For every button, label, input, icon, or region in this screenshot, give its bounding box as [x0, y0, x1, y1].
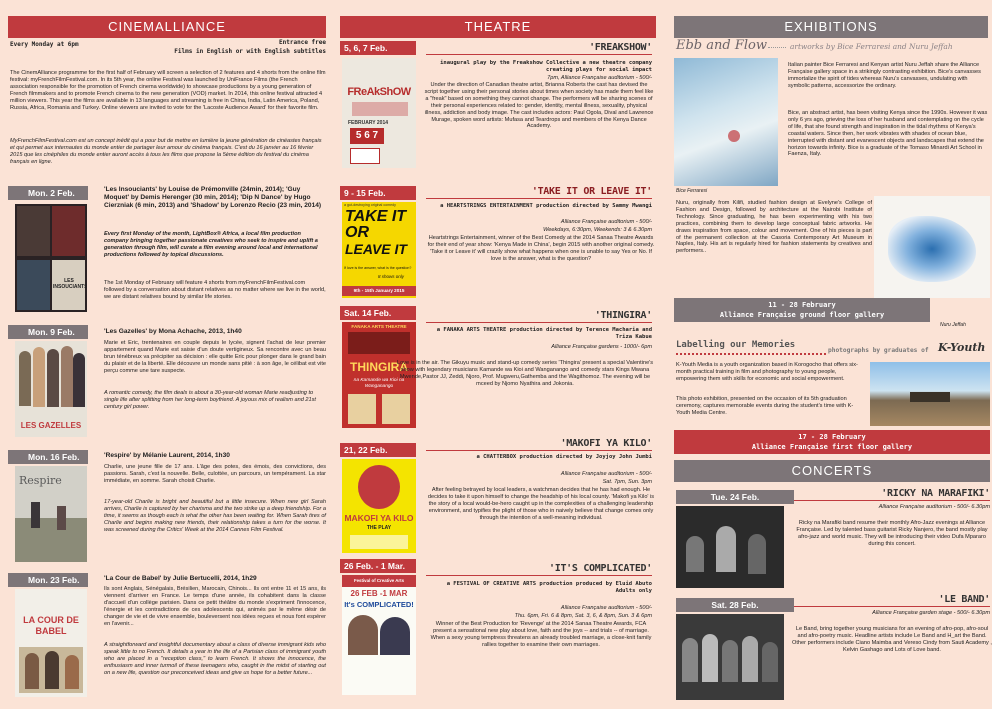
poster-insouciants-text: LES INSOUCIANTS	[53, 278, 87, 290]
poster-take-title1: TAKE IT	[345, 208, 407, 225]
poster-cour-de-babel	[15, 589, 87, 697]
nuru-credit: Nuru Jeffah	[940, 322, 966, 328]
cinema-intro-fr: MyFrenchFilmFestival.com est un concept inédit qui a pour but de mettre en lumière la jeune génération de cinéastes français et qui permet aux internautes du monde entier de partager leur amour du cinéma français. C'est du 16 janvier au 16 février 2015 que les cinéphiles du monde entier auront accès à tous les films que propose la 5ème édition du festival du cinéma français en ligne.	[10, 138, 322, 165]
poster-gazelles-text: LES GAZELLES	[20, 421, 82, 430]
nuru-artwork	[874, 196, 990, 298]
poster-take-dates: 9th - 15th January 2015	[342, 286, 416, 296]
theatre-date-4: 21, 22 Feb.	[340, 443, 416, 457]
theatre-desc-1: Under the direction of Canadian theatre artist, Brianna Roberts the cast has devised the script together using their personal stories about times when society has made them feel like a "freak" based on something they cannot change. The performers will be sharing scenes of their personal experiences related to: gender, identity, mental illness, sexuality, physical illness, addiction and body image. The cast includes actors: Paul Ogola, Dival and Lawrence Murage, spoken word artists: Mufasa and Teardrops and members of the Kenya Dance Academy.	[424, 82, 654, 130]
theatre-venue-5: Alliance Française auditorium - 500/-	[560, 605, 652, 611]
poster-respire	[15, 466, 87, 562]
concert-venue-1: Alliance Française auditorium - 500/- 6.30pm	[878, 504, 990, 510]
cinema-p1-4: Ils sont Anglais, Sénégalais, Brésilien, Marocain, Chinois... Ils ont entre 11 et 15 ans, ils viennent d'arriver en France. Le temps d'une année, ils cohabitent dans la classe d'accueil d'un collège parisien. Dans ce petit théâtre du monde s'expriment l'innocence, l'énergie et les contradictions de ces adolescents qui, animés par le même désir de changer de vie et de vivre ensemble, bouleversent nos idées reçues et nous font espérer en l'avenir...	[104, 586, 326, 627]
concert-date-2: Sat. 28 Feb.	[676, 598, 794, 612]
poster-take-title2: OR	[345, 224, 369, 241]
concert-desc-1: Ricky na Marafiki band resume their monthly Afro-Jazz evenings at Alliance Française. Led by talented bass guitarist Ricky Nanjero, the band mostly play afro-jazz and world music. They will be introducing their video Dufa Mpararo during this concert.	[796, 520, 988, 547]
bice-credit: Bice Ferraresi	[676, 188, 708, 194]
poster-take-shows: 8 shows only	[378, 274, 405, 279]
exhibitions-column	[664, 0, 992, 709]
theatre-date-2: 9 - 15 Feb.	[340, 186, 416, 200]
bice-painting	[674, 58, 778, 186]
memories-by: photographs by graduates of	[828, 347, 929, 354]
cinema-schedule: Every Monday at 6pm	[10, 41, 79, 48]
poster-complicated-title: It's COMPLICATED!	[344, 600, 414, 609]
concert-title-1: 'RICKY NA MARAFIKI'	[881, 488, 990, 499]
ebb-artists: artworks by Bice Ferraresi and Nuru Jeffah	[790, 42, 953, 51]
ebb-dates	[674, 298, 930, 322]
cinema-p2-1: The 1st Monday of February will feature 4 shorts from myFrenchFilmFestival.com followed by a conversation about distant relatives as no matter where we live in the world, we are distant relatives bound by similar life stories.	[104, 280, 326, 300]
cinema-p2-4: A straightforward and insightful documentary about a class of diverse immigrant kids who speak little to no French. It details a year in the life of a Parisian class of immigrant youth who are placed in a "reception class," to learn French. It shows the innocence, the enthusiasm and inner turmoil of these teenagers who, caught in the midst of starting out on a new life, question our preconceived ideas and give us hope for a better future...	[104, 642, 326, 676]
theatre-date-1: 5, 6, 7 Feb.	[340, 41, 416, 55]
theatre-date-5: 26 Feb. - 1 Mar.	[340, 559, 416, 573]
cinema-p1-3: Charlie, une jeune fille de 17 ans. L'âge des potes, des émois, des convictions, des passions. Sarah, c'est la nouvelle. Belle, culottée, un parcours, un tempérament. La star immédiate, en somme. Sarah choisit Charlie.	[104, 464, 326, 484]
cinema-intro-en: The CinemAlliance programme for the first half of February will screen a selection of 2 features and 4 shorts from the online film festival: myFrenchFilmFestival.com. In its 5th year, the online Festival was launched by UniFrance Films (the French association responsible for the promotion of French cinema worldwide) to showcase productions by a young generation of French filmmakers and to promote French cinema to the new generation (VOD) market. In 2014, this online festival attracted 4 million viewers. This year the films are available in 13 languages and streaming is free in China, India, Latin America, Poland, Russia, Africa, Romania and Turkey. Online viewers are invited to vote for the 'Lacoste Audience Award' for their favorite film.	[10, 70, 326, 111]
poster-take-it	[342, 202, 416, 298]
memories-title: Labelling our Memories	[676, 340, 796, 350]
poster-gazelles	[15, 341, 87, 437]
cinema-column	[0, 0, 334, 709]
theatre-venue-4: Alliance Française auditorium - 500/-	[560, 471, 652, 477]
poster-respire-text: Respire	[19, 474, 62, 487]
memories-dates	[674, 430, 990, 454]
concert-venue-2: Alliance Française garden stage - 500/- 6.30pm	[872, 610, 990, 616]
cinema-title-2: 'Les Gazelles' by Mona Achache, 2013, 1h40	[104, 328, 242, 335]
ebb-dates-line2: Alliance Française ground floor gallery	[719, 311, 885, 319]
poster-makofi-title: MAKOFI YA KILO	[344, 513, 414, 523]
ebb-p2: Bice, an abstract artist, has been visiting Kenya since the 1990s. However it was only 6 yrs ago, grieving the loss of her husband and contemplating on the cycle of life, that she found strength and inspiration in the tidal rhythms of Kenya's coastal waters. Since then, her work vibrates with shades of ocean blue, interrupted with distant and evanescent objects and landscapes that extend the horizon towards infinity. Bice is a graduate of the Tomaso Minardi Art School in Faenza, Italy.	[788, 110, 988, 158]
cinema-subtitle-note: Films in English or with English subtitles	[174, 48, 326, 55]
poster-makofi	[342, 459, 416, 553]
cinema-date-4: Mon. 23 Feb.	[8, 573, 88, 587]
poster-makofi-sub: THE PLAY	[366, 525, 392, 531]
cinema-entry: Entrance free	[279, 39, 326, 46]
poster-thingira-company: FANAKA ARTS THEATRE	[351, 324, 407, 329]
concert-desc-2: Le Band, bring together young musicians for an evening of afro-pop, afro-soul and afro-poetry music. Headline artists include Le Band and H_art the Band. Other performers include Ciano Maimba and Vereso Cindy from Sauti Academy , Kelvin Gashago and Lots of Love band.	[792, 626, 992, 653]
poster-complicated-dates: 26 FEB -1 MAR	[350, 589, 408, 598]
poster-freakshow-dates: FEBRUARY 2014	[348, 120, 389, 126]
cinema-date-2: Mon. 9 Feb.	[8, 325, 88, 339]
theatre-producer-4: a CHATTERBOX production directed by Joyjoy John Jumbi	[476, 454, 652, 460]
theatre-title-5: 'IT'S COMPLICATED'	[549, 563, 652, 574]
poster-freakshow-days: 5 6 7	[350, 128, 384, 144]
cinema-date-1: Mon. 2 Feb.	[8, 186, 88, 200]
cinema-p2-2: A romantic comedy, the film deals is about a 30-year-old woman Marie readjusting to single life after splitting from her long-term boyfriend. A joyous mix of realism and 21st century girl power.	[104, 390, 316, 410]
theatre-producer-2: a HEARTSTRINGS ENTERTAINMENT production directed by Sammy Mwangi	[440, 203, 652, 209]
theatre-date-3: Sat. 14 Feb.	[340, 306, 416, 320]
cinema-header: CINEMALLIANCE	[8, 16, 326, 38]
le-band-photo	[676, 614, 784, 700]
cinema-p1-2: Marie et Eric, trentenaires en couple depuis le lycée, signent l'achat de leur premier appartement quand Marie est saisie d'un doute vertigineux. Sa rencontre avec un beau brun ténébreux va précipiter sa décision : elle quitte Eric pour plonger dans le grand bain du plaisir et de la liberté. Elle découvre un monde sans pitié : à son âge, le célibat est vite perçu comme une tare suspecte.	[104, 340, 326, 374]
ebb-p3: Nuru, originally from Kilifi, studied fashion design at Evelyne's College of Fashion and Design, followed by architecture at the Nairobi Institute of Technology. Since graduating, he has been experimenting with his two practices, combining them to develop large conceptual fabric artworks. He draws inspiration from space, colour and movement. One of his pieces is part of the permanent collection at the Casoria Contemporary Art Museum in Naples, Italy. His art is regularly hired for fashion statements by creatives and performers..	[676, 200, 872, 255]
poster-thingira-sub: na Kamande wa Kioi na Wanganango	[353, 378, 405, 389]
theatre-venue-3: Alliance Française gardens - 1000/- 6pm	[551, 344, 652, 350]
cinema-date-3: Mon. 16 Feb.	[8, 450, 88, 464]
theatre-venue-1: 7pm, Alliance Française auditorium - 500/-	[547, 75, 652, 81]
ebb-p1: Italian painter Bice Ferraresi and Kenyan artist Nuru Jeffah share the Alliance Française gallery space in a strikingly contrasting exhibition. Bice's canvasses immortalize the spirit of tides whereas Nuru's canvasses, undulating with symbolic patterns, accessorize the ordinary.	[788, 62, 981, 89]
theatre-desc-4: After feeling betrayed by local leaders, a watchman decides that he has had enough. He decides to take it upon himself to change the headship of his local county. 'Makofi ya Kilo' is the story of a local would-be-hero caught up in the complexities of a challenging leadership environment, and typifies the plight of those who in naively believe that change comes only through the intention of a well-meaning individual.	[427, 487, 655, 521]
theatre-title-1: 'FREAKSHOW'	[589, 42, 652, 53]
poster-take-tag: a gut-destroying original comedy	[344, 203, 396, 207]
theatre-desc-2: Heartstrings Entertainment, winner of the Best Comedy at the 2014 Sanaa Theatre Awards for their end of year show: 'Kenya Made in China', begin 2015 with another original comedy. 'Take it or Leave it' will crazily show what happens when one is unable to say Yes or No. If love is the answer, what is the question?	[427, 235, 655, 262]
kyouth-photo	[870, 362, 990, 426]
cinema-p2-3: 17-year-old Charlie is bright and beautiful but a little insecure. When new girl Sarah arrives, Charlie is captured by her charisma and the two strike up a deep friendship. For a time, it seems as though each is what the other has been waiting for. When Sarah tires of Charlie and begins making new friends, their relationship takes a turn for the worse. It was screened during the Critics' Week at the 2014 Cannes Film Festival.	[104, 499, 326, 533]
theatre-column	[336, 0, 660, 709]
poster-babel-text: LA COUR DE BABEL	[23, 615, 79, 636]
theatre-venue2-4: Sat. 7pm, Sun. 3pm	[602, 479, 652, 485]
memories-dates-line1: 17 - 28 February	[798, 433, 866, 441]
theatre-venue-2: Alliance Française auditorium - 500/-	[560, 219, 652, 225]
ricky-photo	[676, 506, 784, 588]
theatre-title-3: 'THINGIRA'	[594, 310, 652, 321]
cinema-p1-1: Every first Monday of the month, LightBox® Africa, a local film production company bringing together passionate creatives who seek to inspire and uplift a generation through film, will curate a film evening around local and international productions followed by topical discussions.	[104, 231, 318, 258]
poster-thingira-title: THINGIRA	[350, 360, 408, 374]
cinema-title-3: 'Respire' by Mélanie Laurent, 2014, 1h30	[104, 452, 230, 459]
kyouth-logo: K-Youth	[938, 341, 986, 354]
poster-freakshow-title: FReAkShOW	[347, 86, 411, 98]
cinema-title-4: 'La Cour de Babel' by Julie Bertucelli, 2014, 1h29	[104, 575, 257, 582]
exhibitions-header: EXHIBITIONS	[674, 16, 988, 38]
poster-take-title3: LEAVE IT	[345, 241, 407, 257]
ebb-title: Ebb and Flow	[676, 38, 767, 53]
theatre-title-4: 'MAKOFI YA KILO'	[560, 438, 652, 449]
theatre-desc-3: Love is in the air. The Gikuyu music and stand-up comedy series 'Thingira' present a special Valentine's show with legendary musicians Kamande wa Kioi and Wanganango and comedy stars Kings Mwana Mwende,Pastor JJ, Zeddi, Njoro, Prof. Mugweru,Gathemba and the Wagithomoz. The evening will be mceed by Njomo Nyathira and Jokonia.	[396, 360, 654, 387]
poster-freakshow	[342, 58, 416, 168]
theatre-desc-5: Winner of the Best Production for 'Revenge' at the 2014 Sanaa Theatre Awards, FCA present a sensational new play about love, faith and the joys -- and trials -- of marriage. When a sexy young temptress threatens an already troubled marriage, a close-knit family rallies together to examine their own marriages.	[430, 621, 652, 648]
theatre-producer-5: a FESTIVAL OF CREATIVE ARTS production produced by Eluid Abuto Adults only	[446, 581, 652, 594]
theatre-producer-3: a FANAKA ARTS THEATRE production directed by Terence Macharia and Triza Kabue	[436, 327, 652, 340]
concert-date-1: Tue. 24 Feb.	[676, 490, 794, 504]
ebb-dates-line1: 11 - 28 February	[768, 301, 836, 309]
poster-take-q: If love is the answer, what is the question?	[344, 266, 412, 270]
theatre-venue2-5: Thu. 6pm, Fri. 6 & 8pm, Sat. 3, 6, & 8pm, Sun. 3 & 6pm	[514, 613, 652, 619]
theatre-title-2: 'TAKE IT OR LEAVE IT'	[531, 186, 652, 197]
memories-p2: This photo exhibition, presented on the occasion of its 5th graduation ceremony, captures memorable events during the student's time with K-Youth Media Centre.	[676, 396, 854, 416]
theatre-venue2-2: Weekdays, 6:30pm, Weekends: 3 & 6.30pm	[543, 227, 652, 233]
memories-dates-line2: Alliance Française first floor gallery	[751, 443, 913, 451]
poster-insouciants	[15, 204, 87, 312]
theatre-producer-1: inaugural play by the Freakshow Collective a new theatre company creating plays for social impact	[440, 60, 652, 73]
theatre-header: THEATRE	[340, 16, 656, 38]
concert-title-2: 'LE BAND'	[938, 594, 990, 605]
concerts-header: CONCERTS	[674, 460, 990, 482]
cinema-title-1: 'Les Insouciants' by Louise de Prémonville (24min, 2014); 'Guy Moquet' by Demis Herenger (30 min, 2014); 'Dip N Dance' by Hugo Cierzniak (6 min, 2013) and 'Shadow' by Lorenzo Recio (23 min, 2014)	[104, 186, 322, 210]
memories-p1: K-Youth Media is a youth organization based in Korogocho that offers six-month practical training in film and photography to young people, empowering them with skills for economic and social empowerment.	[676, 362, 858, 382]
poster-complicated-head: Festival of Creative Arts	[342, 575, 416, 587]
poster-complicated	[342, 575, 416, 695]
